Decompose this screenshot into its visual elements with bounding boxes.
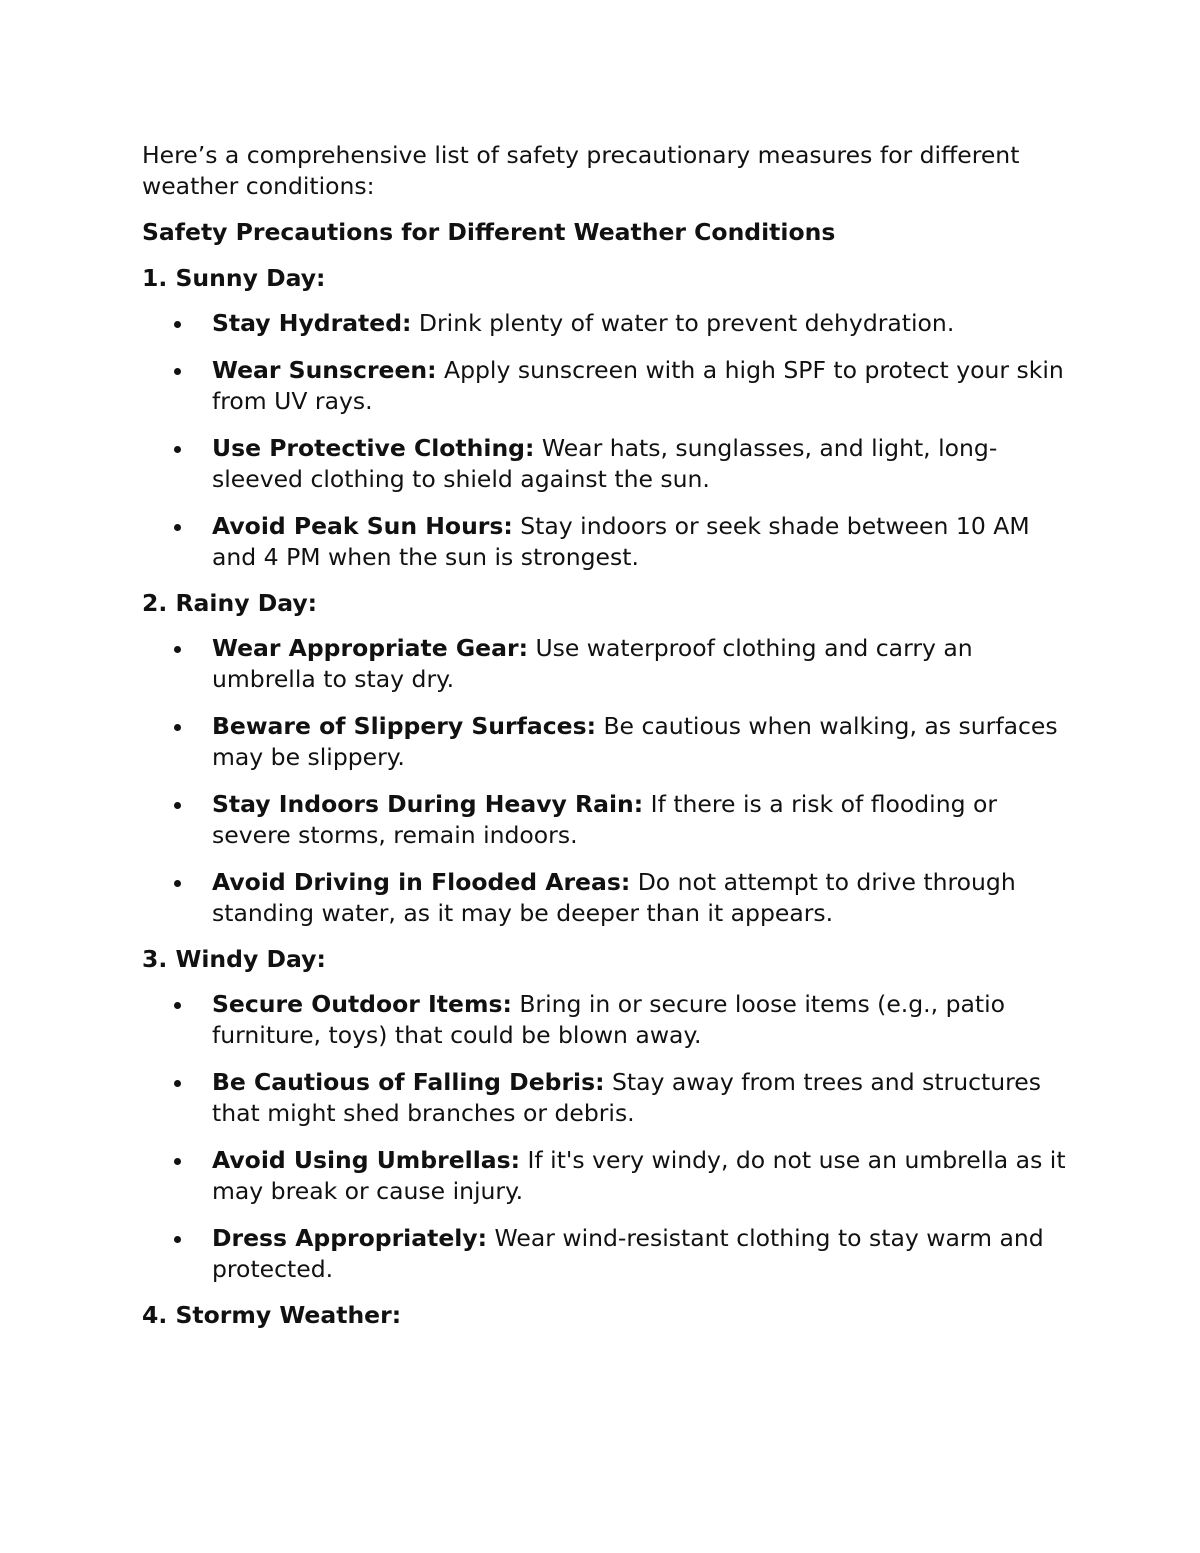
list-item bbox=[142, 308, 1072, 339]
item-text: Use waterproof clothing and carry an umbrella to stay dry. bbox=[212, 634, 973, 693]
section-heading-sunny: 1. Sunny Day: bbox=[142, 264, 326, 292]
bullet-icon bbox=[174, 880, 181, 887]
rainy-list bbox=[142, 633, 1072, 929]
bullet-icon bbox=[174, 1080, 181, 1087]
item-term: Stay Indoors During Heavy Rain: bbox=[212, 790, 644, 818]
item-text: If it's very windy, do not use an umbrella as it may break or cause injury. bbox=[212, 1146, 1066, 1205]
item-text: Be cautious when walking, as surfaces may be slippery. bbox=[212, 712, 1058, 771]
sunny-list bbox=[142, 308, 1072, 573]
document-page bbox=[142, 140, 1072, 1345]
item-term: Secure Outdoor Items: bbox=[212, 990, 512, 1018]
document-title: Safety Precautions for Different Weather Conditions bbox=[142, 218, 836, 246]
item-text: Stay away from trees and structures that might shed branches or debris. bbox=[212, 1068, 1041, 1127]
item-term: Avoid Peak Sun Hours: bbox=[212, 512, 513, 540]
item-term: Beware of Slippery Surfaces: bbox=[212, 712, 596, 740]
item-text: If there is a risk of flooding or severe storms, remain indoors. bbox=[212, 790, 998, 849]
item-term: Stay Hydrated: bbox=[212, 309, 412, 337]
item-term: Wear Appropriate Gear: bbox=[212, 634, 528, 662]
list-item bbox=[142, 711, 1072, 773]
list-item bbox=[142, 1223, 1072, 1285]
section-heading-stormy: 4. Stormy Weather: bbox=[142, 1301, 402, 1329]
bullet-icon bbox=[174, 724, 181, 731]
item-text: Do not attempt to drive through standing water, as it may be deeper than it appears. bbox=[212, 868, 1016, 927]
bullet-icon bbox=[174, 321, 181, 328]
item-term: Use Protective Clothing: bbox=[212, 434, 535, 462]
bullet-icon bbox=[174, 1158, 181, 1165]
item-text: Wear hats, sunglasses, and light, long-sleeved clothing to shield against the sun. bbox=[212, 434, 998, 493]
bullet-icon bbox=[174, 646, 181, 653]
bullet-icon bbox=[174, 1236, 181, 1243]
section-heading-windy: 3. Windy Day: bbox=[142, 945, 326, 973]
list-item bbox=[142, 355, 1072, 417]
item-text: Bring in or secure loose items (e.g., patio furniture, toys) that could be blown away. bbox=[212, 990, 1006, 1049]
list-item bbox=[142, 867, 1072, 929]
bullet-icon bbox=[174, 446, 181, 453]
item-term: Be Cautious of Falling Debris: bbox=[212, 1068, 605, 1096]
item-term: Avoid Driving in Flooded Areas: bbox=[212, 868, 631, 896]
list-item bbox=[142, 789, 1072, 851]
list-item bbox=[142, 511, 1072, 573]
list-item bbox=[142, 989, 1072, 1051]
item-term: Wear Sunscreen: bbox=[212, 356, 437, 384]
list-item bbox=[142, 633, 1072, 695]
list-item bbox=[142, 1067, 1072, 1129]
item-text: Apply sunscreen with a high SPF to protect your skin from UV rays. bbox=[212, 356, 1064, 415]
intro-paragraph: Here’s a comprehensive list of safety precautionary measures for different weather conditions: bbox=[142, 141, 1020, 200]
bullet-icon bbox=[174, 802, 181, 809]
item-text: Wear wind-resistant clothing to stay warm and protected. bbox=[212, 1224, 1044, 1283]
windy-list bbox=[142, 989, 1072, 1285]
list-item bbox=[142, 1145, 1072, 1207]
item-text: Drink plenty of water to prevent dehydration. bbox=[411, 309, 955, 337]
bullet-icon bbox=[174, 368, 181, 375]
item-term: Dress Appropriately: bbox=[212, 1224, 488, 1252]
section-heading-rainy: 2. Rainy Day: bbox=[142, 589, 318, 617]
list-item bbox=[142, 433, 1072, 495]
bullet-icon bbox=[174, 1002, 181, 1009]
item-term: Avoid Using Umbrellas: bbox=[212, 1146, 521, 1174]
bullet-icon bbox=[174, 524, 181, 531]
item-text: Stay indoors or seek shade between 10 AM and 4 PM when the sun is strongest. bbox=[212, 512, 1030, 571]
